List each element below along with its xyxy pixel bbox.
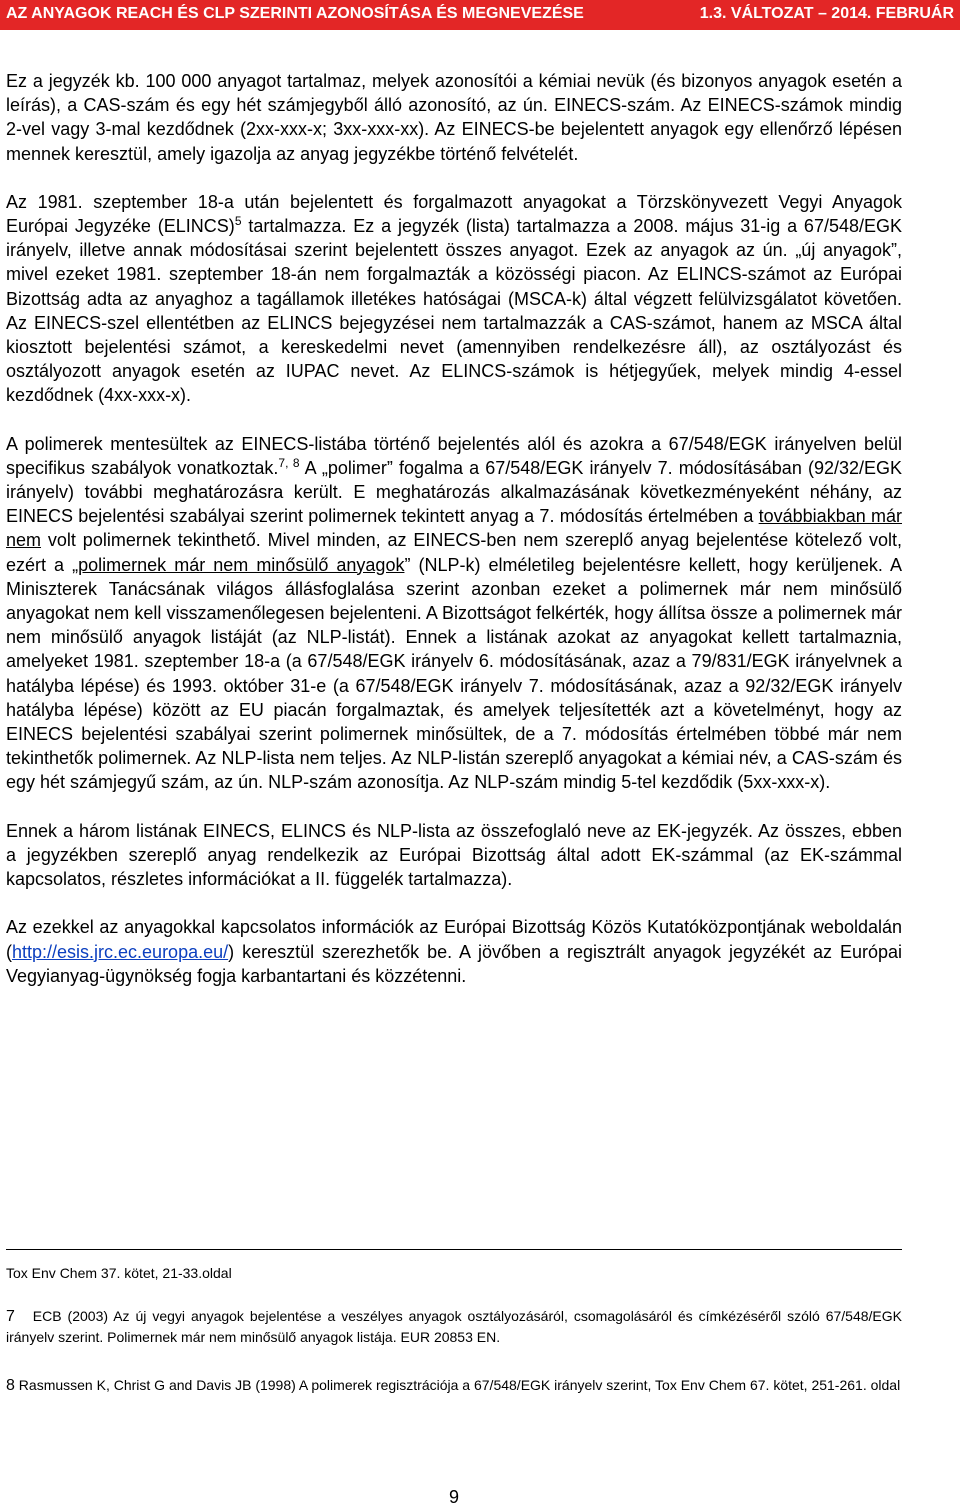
underlined-phrase-nlp: polimernek már nem minősülő anyagok xyxy=(78,554,405,575)
paragraph-elincs: Az 1981. szeptember 18-a után bejelentett és forgalmazott anyagokat a Törzskönyvezett Vegyi Anyagok Európai Jegyzéke (ELINCS)$^5$ tartalmazza. Ez a jegyzék (lista) tartalmazza a 2008. május 31-ig a 67/548/EGK irányelv, illetve annak módosításai szerint bejelentett összes anyagot. Ezek az anyagok az ún. „új anyagok”, mivel ezeket 1981. szeptember 18-án nem forgalmazták a közösségi piacon. Az ELINCS-számot az Európai Bizottság adta az anyaghoz a tagállamok illetékes hatóságai (MSCA-k) által végzett felülvizsgálatot követően. Az EINECS-szel ellentétben az ELINCS bejegyzései nem tartalmazzák a CAS-számot, hanem az MSCA által kiosztott bejelentési számot, a kereskedelmi nevet (amennyiben rendelkezésre áll), az osztályozást és osztályozott anyagok esetén az IUPAC nevet. Az ELINCS-számok is hétjegyűek, melyek mindig 4-essel kezdődnek (4xx-xxx-x). xyxy=(6,191,903,406)
footnote-ref-7-8[interactable]: 7, 8 xyxy=(278,455,300,470)
paragraph-polymers: A polimerek mentesültek az EINECS-listába történő bejelentés alól és azokra a 67/548/EGK irányelven belül specifikus szabályok vonatkoztak.$^{7, 8}$ A „polimer” fogalma a 67/548/EGK irányelv 7. módosításában (92/32/EGK irányelv) további meghatározásra került. E meghatározás alkalmazásának következményeként néhány, az EINECS bejelentési szabályai szerint polimernek tekintett anyag a 7. módosítás értelmében a továbbiakban már nem volt polimernek tekinthető. Mivel minden, az EINECS-ben nem szereplő anyag bejelentése kötelező volt, ezért a „polimernek már nem minősülő anyagok” (NLP-k) elméletileg bejelentésre kellett, hogy kerüljenek. A Miniszterek Tanácsának világos állásfoglalása szerint azonban ezeket a polimernek már nem minősülő anyagokat nem kell visszamenőlegesen bejelenteni. A Bizottságot felkérték, hogy állítsa össze a polimernek már nem minősülő anyagok listáját (az NLP-listát). Ennek a listának azokat az anyagokat kellett tartalmaznia, amelyeket 1981. szeptember 18-a (a 67/548/EGK irányelv 6. módosításának, azaz a 79/831/EGK irányelvnek a hatályba lépése) és 1993. október 31-e (a 67/548/EGK irányelv 7. módosításának, azaz a 92/32/EGK irányelv hatályba lépése) között az EU piacán forgalmaztak, és amelyek teljesítették azt a követelményt, hogy az EINECS bejelentési szabályai szerint polimernek minősültek, de a 7. módosítás értelmében többé már nem tekinthetők polimernek. Az NLP-lista nem teljes. Az NLP-listán szereplő anyagokat a kémiai név, a CAS-szám és egy hét számjegyű szám, az ún. NLP-szám azonosítja. Az NLP-szám mindig 5-tel kezdődik (5xx-xxx-x). xyxy=(6,433,903,793)
page-number: 9 xyxy=(448,1487,459,1507)
paragraph-einecs: Ez a jegyzék kb. 100 000 anyagot tartalmaz, melyek azonosítói a kémiai nevük (és bizonyos anyagok esetén a leírás), a CAS-szám és egy hét számjegyből álló azonosító, az ún. EINECS-szám. Az EINECS-számok mindig 2-vel vagy 3-mal kezdődnek (2xx-xxx-x; 3xx-xxx-xx). Az EINECS-be bejelentett anyagok egy ellenőrző lépésen mennek keresztül, amely igazolja az anyag jegyzékbe történő felvételét. xyxy=(6,71,902,164)
footnote-number-7: 7 xyxy=(6,1308,15,1325)
body-text xyxy=(6,69,902,1012)
underlined-phrase: továbbiakban már nem xyxy=(6,506,902,551)
header-version: 1.3. VÁLTOZAT – 2014. FEBRUÁR xyxy=(699,5,954,22)
footnote-8: 8 Rasmussen K, Christ G and Davis JB (1998) A polimerek regisztrációja a 67/548/EGK irányelv szerint, Tox Env Chem 67. kötet, 251-261. oldal xyxy=(6,1377,901,1394)
footnote-ref-5[interactable]: 5 xyxy=(234,214,242,229)
esis-link[interactable]: http://esis.jrc.ec.europa.eu/ xyxy=(12,941,229,962)
footnote-5: Tox Env Chem 37. kötet, 21-33.oldal xyxy=(6,1265,232,1281)
header-title: AZ ANYAGOK REACH ÉS CLP SZERINTI AZONOSÍTÁSA ÉS MEGNEVEZÉSE xyxy=(6,5,584,22)
footnote-separator xyxy=(6,1249,902,1250)
footnote-7: 7 ECB (2003) Az új vegyi anyagok bejelentése a veszélyes anyagok osztályozásáról, csomagolásáról és címkézéséről szóló 67/548/EGK irányelv szerint. Polimernek már nem minősülő anyagok listája. EUR 20853 EN. xyxy=(6,1308,902,1345)
running-header xyxy=(0,0,960,30)
paragraph-website: Az ezekkel az anyagokkal kapcsolatos információk az Európai Bizottság Közös Kutatóközpontjának weboldalán (http://esis.jrc.ec.europa.eu/) keresztül szerezhetők be. A jövőben a regisztrált anyagok jegyzékét az Európai Vegyianyag-ügynökség fogja karbantartani és közzétenni. xyxy=(6,917,902,986)
paragraph-ec-inventory: Ennek a három listának EINECS, ELINCS és NLP-lista az összefoglaló neve az EK-jegyzék. Az összes, ebben a jegyzékben szereplő anyag rendelkezik az Európai Bizottság által adott EK-számmal (az EK-számmal kapcsolatos, részletes információkat a II. függelék tartalmazza). xyxy=(6,820,902,890)
footnote-number-8: 8 xyxy=(6,1377,15,1394)
